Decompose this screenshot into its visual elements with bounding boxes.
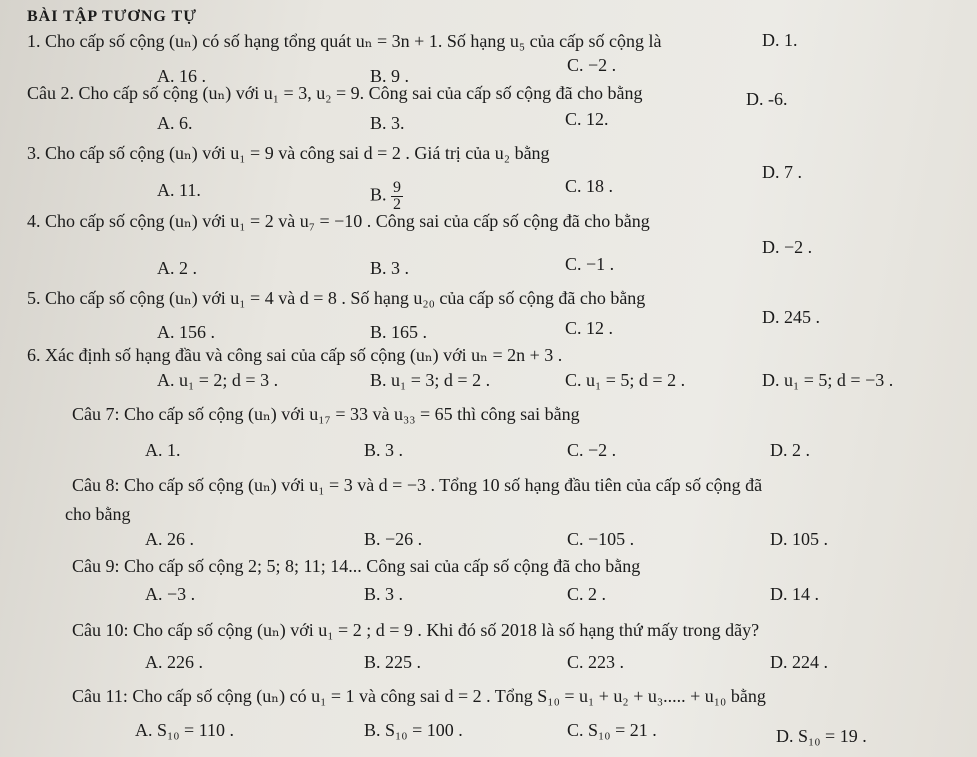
option-9d: D. 14 . [770, 584, 819, 604]
option-2c: C. 12. [565, 109, 609, 129]
option-2b: B. 3. [370, 113, 405, 133]
option-9c: C. 2 . [567, 584, 607, 604]
option-3a: A. 11. [157, 180, 201, 200]
option-11a: A. S₁₀ = 110 . [135, 720, 235, 740]
option-10d: D. 224 . [770, 652, 828, 672]
option-6a: A. u₁ = 2; d = 3 . [157, 370, 279, 390]
option-7d: D. 2 . [770, 440, 810, 460]
question-9: Câu 9: Cho cấp số cộng 2; 5; 8; 11; 14... Công sai của cấp số cộng đã cho bằng [72, 556, 641, 576]
option-4c: C. −1 . [565, 254, 615, 274]
worksheet-header: BÀI TẬP TƯƠNG TỰ [27, 8, 197, 25]
question-4: 4. Cho cấp số cộng (uₙ) với u₁ = 2 và u₇ = −10 . Công sai của cấp số cộng đã cho bằng [27, 211, 650, 231]
option-3b-label: B. [370, 184, 387, 205]
option-1b: B. 9 . [370, 66, 410, 86]
option-3d: D. 7 . [762, 162, 802, 182]
option-11b: B. S₁₀ = 100 . [364, 720, 463, 740]
option-7a: A. 1. [145, 440, 181, 460]
question-11: Câu 11: Cho cấp số cộng (uₙ) có u₁ = 1 và công sai d = 2 . Tổng S₁₀ = u₁ + u₂ + u₃..... + u₁₀ bằng [72, 686, 766, 706]
option-9b: B. 3 . [364, 584, 404, 604]
option-8a: A. 26 . [145, 529, 194, 549]
fraction-9-over-2 [391, 180, 403, 213]
option-6c: C. u₁ = 5; d = 2 . [565, 370, 686, 390]
option-1a: A. 16 . [157, 66, 206, 86]
fraction-numerator: 9 [393, 179, 402, 196]
option-2d: D. -6. [746, 89, 788, 109]
option-11d: D. S₁₀ = 19 . [776, 726, 867, 746]
option-3c: C. 18 . [565, 176, 614, 196]
option-7c: C. −2 . [567, 440, 617, 460]
option-1c: C. −2 . [567, 55, 617, 75]
fraction-denominator: 2 [393, 196, 402, 213]
option-8b: B. −26 . [364, 529, 423, 549]
question-8-continued: cho bằng [65, 504, 131, 524]
option-1d: D. 1. [762, 30, 798, 50]
option-5d: D. 245 . [762, 307, 820, 327]
option-8c: C. −105 . [567, 529, 635, 549]
question-5: 5. Cho cấp số cộng (uₙ) với u₁ = 4 và d = 8 . Số hạng u₂₀ của cấp số cộng đã cho bằng [27, 288, 646, 308]
option-10a: A. 226 . [145, 652, 203, 672]
option-8d: D. 105 . [770, 529, 828, 549]
option-6b: B. u₁ = 3; d = 2 . [370, 370, 491, 390]
question-3: 3. Cho cấp số cộng (uₙ) với u₁ = 9 và công sai d = 2 . Giá trị của u₂ bằng [27, 143, 550, 163]
question-7: Câu 7: Cho cấp số cộng (uₙ) với u₁₇ = 33 và u₃₃ = 65 thì công sai bằng [72, 404, 580, 424]
question-2: Câu 2. Cho cấp số cộng (uₙ) với u₁ = 3, u₂ = 9. Công sai của cấp số cộng đã cho bằng [27, 83, 643, 103]
question-1: 1. Cho cấp số cộng (uₙ) có số hạng tổng quát uₙ = 3n + 1. Số hạng u₅ của cấp số cộng là [27, 31, 662, 51]
option-4a: A. 2 . [157, 258, 197, 278]
option-5c: C. 12 . [565, 318, 614, 338]
option-7b: B. 3 . [364, 440, 404, 460]
question-8: Câu 8: Cho cấp số cộng (uₙ) với u₁ = 3 và d = −3 . Tổng 10 số hạng đầu tiên của cấp số cộng đã [72, 475, 763, 495]
option-4d: D. −2 . [762, 237, 813, 257]
option-10b: B. 225 . [364, 652, 422, 672]
option-3b [370, 180, 403, 213]
option-11c: C. S₁₀ = 21 . [567, 720, 657, 740]
option-4b: B. 3 . [370, 258, 410, 278]
option-10c: C. 223 . [567, 652, 625, 672]
question-10: Câu 10: Cho cấp số cộng (uₙ) với u₁ = 2 ; d = 9 . Khi đó số 2018 là số hạng thứ mấy trong dãy? [72, 620, 760, 640]
option-5b: B. 165 . [370, 322, 428, 342]
option-6d: D. u₁ = 5; d = −3 . [762, 370, 894, 390]
option-5a: A. 156 . [157, 322, 215, 342]
option-2a: A. 6. [157, 113, 193, 133]
option-9a: A. −3 . [145, 584, 196, 604]
question-6: 6. Xác định số hạng đầu và công sai của cấp số cộng (uₙ) với uₙ = 2n + 3 . [27, 345, 563, 365]
